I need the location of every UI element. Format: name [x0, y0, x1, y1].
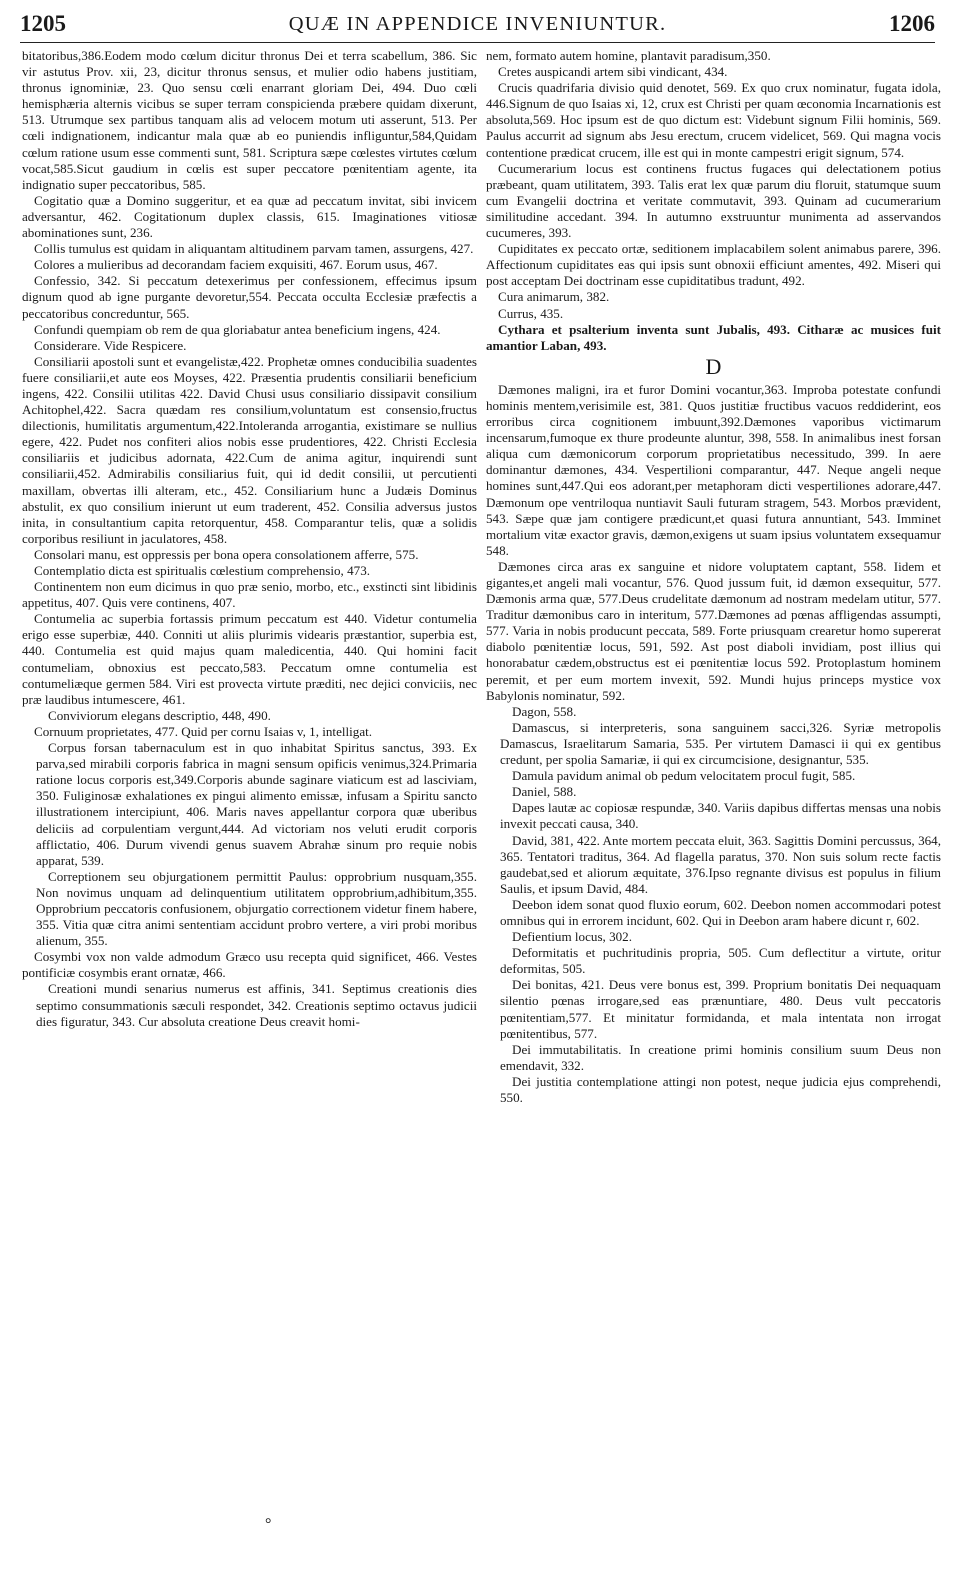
index-entry: Dei justitia contemplatione attingi non potest, neque judicia ejus comprehendi, 550.	[500, 1073, 941, 1105]
index-entry: Conviviorum elegans descriptio, 448, 490.	[48, 707, 271, 723]
index-entry: Cosymbi vox non valde admodum Græco usu recepta quid significet, 466. Vestes pontificiæ cosymbis erant ornatæ, 466.	[22, 949, 477, 981]
index-entry: Daniel, 588.	[512, 784, 577, 800]
index-entry: Cogitatio quæ a Domino suggeritur, et ea quæ ad peccatum invitat, sibi invicem adversantur, 462. Cogitationum duplex classis, 615. Imaginationes vitiosæ abominationes sunt, 236.	[22, 192, 477, 241]
running-title: QUÆ IN APPENDICE INVENIUNTUR.	[288, 12, 667, 35]
index-entry: Confundi quempiam ob rem de qua gloriabatur antea beneficium ingens, 424.	[34, 321, 441, 337]
page-number-right: 1206	[888, 11, 935, 36]
index-entry: Dæmones circa aras ex sanguine et nidore voluptatem captant, 558. Iidem et gigantes,et angeli mali vocantur, 576. Quod jussum fuit, id dæmon exsequitur, 577. Dæmonis arma quæ, 577.Deus crudelitate dæmonum ad nostram medelam utitur, 577. Traditur dæmonibus caro in interitum, 577.Dæmones ad pœnas affligendas assumpti, 577. Varia in nobis producunt peccata, 589. Forte priusquam crearetur homo supererat diabolo pœnitentiæ locus, 591, 592. Ast post diaboli invidiam, post illius qui honorabatur cædem,obstructus est ei pœnitentiæ locus 592. Protoplastum hominem peremit, et per eum mortem invexit, 592. Mundi hujus princeps mystice vox Babylonis nominatur, 592.	[486, 558, 941, 703]
index-entry: Considerare. Vide Respicere.	[34, 337, 187, 353]
index-entry: Dapes lautæ ac copiosæ respundæ, 340. Variis dapibus differtas mensas una nobis invexit peccati causa, 340.	[500, 800, 941, 832]
section-letter: D	[705, 353, 722, 379]
index-entry: Deebon idem sonat quod fluxio eorum, 602. Deebon nomen accommodari potest omnibus qui in errorem incidunt, 602. Qui in Deebon aram habere dicunt r, 602.	[500, 896, 941, 928]
index-entry: Collis tumulus est quidam in aliquantam altitudinem parvam tamen, assurgens, 427.	[34, 241, 474, 257]
index-entry: Currus, 435.	[498, 305, 564, 321]
index-entry: Correptionem seu objurgationem permittit Paulus: opprobrium nusquam,355. Non novimus unquam ad delinquentium utilitatem opprobrium,adhibitum,355. Opprobrium peccatoris confusionem, objurgatio correctionem videtur finem habere, 355. Vitia quæ citra animi sententiam accidunt probro vertere, a viri probi moribus alienum, 355.	[36, 868, 477, 949]
index-entry: Cucumerarium locus est continens fructus fugaces qui delectationem potius præbeant, quam utilitatem, 393. Talis erat lex quæ parum diu floruit, statumque suum cum Evangelii doctrina et veritate commutavit, 393. Quinam ad cucumerarium similitudine accedant. 394. In autumno exstruuntur munimenta ad asservandos cucumeres, 393.	[486, 160, 941, 241]
index-entry: Defientium locus, 302.	[512, 929, 633, 945]
index-entry: Deformitatis et puchritudinis propria, 505. Cum deflectitur a virtute, oritur deformitas, 505.	[500, 945, 941, 977]
index-entry: nem, formato autem homine, plantavit paradisum,350.	[486, 48, 771, 63]
page-number-left: 1205	[20, 11, 66, 36]
index-entry: Dæmones maligni, ira et furor Domini vocantur,363. Improba potestate confundi hominis mentem,verisimile est, 381. Quos justitiæ fructibus vacuos reddiderint, eos erroribus circa cognitionem imbuunt,392.Dæmones vaporibus victimarum incensarum,fumoque ex thure prodeunte aluntur, 398, 558. In animalibus inest forsan aliqua cum dæmonicorum corporum proprietatibus necessitudo, 399. In aere dominantur dæmones, 434. Vespertilioni comparantur, 447. Neque angeli neque homines sunt,447.Qui eos adorant,per metaphoram dicti vespertiliones adorare,447. Dæmonum ope ventriloqua nuntiavit Sauli futuram stragem, 543. Morbos prævident, 543. Sæpe quæ jam contigere prædicunt,et quasi futura annuntiant, 543. Imminet mortalium vitæ exactor gravis, dæmon,exigens ut suam ipsius voluntatem exsequamur 548.	[486, 381, 941, 558]
index-entry: Cura animarum, 382.	[498, 289, 610, 305]
page-header	[20, 6, 935, 43]
index-entry: Creationi mundi senarius numerus est affinis, 341. Septimus creationis dies septimo consummationis sæculi respondet, 342. Creationis septimo octavus judicii dies figuratur, 343. Cur absoluta creatione Deus creavit homi-	[36, 981, 477, 1029]
index-entry: David, 381, 422. Ante mortem peccata eluit, 363. Sagittis Domini percussus, 364, 365. Tentatori traditus, 364. Ad flagella paratus, 370. Non suis solum recte factis gaudebat,sed et aliorum æquitate, 376.Ipso regnante divisus est populus in filium Saulis, et ipsum David, 484.	[500, 832, 941, 896]
index-entry: Crucis quadrifaria divisio quid denotet, 569. Ex quo crux nominatur, fugata idola, 446.Signum de quo Isaias xi, 12, crux est Christi per quam œconomia Incarnationis est absoluta,569. Hoc ipsum est de quo dictum est: Videbunt signum Filii hominis, 569. Paulus accurrit ad signum abs Jesu erectum, crucem videlicet, 569. Qui magna vocis contentione prædicat crucem, ille est qui in monte campestri erigit signum, 574.	[486, 80, 941, 160]
index-entry: Confessio, 342. Si peccatum detexerimus per confessionem, effecimus ipsum dignum quod ab igne purgante devoretur,554. Peccata occulta Ecclesiæ præfectis a peccatoribus concreduntur, 565.	[22, 273, 477, 321]
index-entry: Colores a mulieribus ad decorandam faciem exquisiti, 467. Eorum usus, 467.	[34, 257, 438, 273]
text-columns	[22, 48, 941, 1575]
index-entry: Cupiditates ex peccato ortæ, seditionem implacabilem solent animabus parere, 396. Affectionum cupiditates eas qui ipsis sunt obnoxii efficiunt amentes, 492. Miseri qui post acceptam Dei doctrinam esse cupiditatibus tradunt, 492.	[486, 241, 941, 289]
index-entry: Dagon, 558.	[512, 703, 577, 719]
index-entry: Contemplatio dicta est spiritualis cœlestium comprehensio, 473.	[34, 563, 371, 578]
index-entry: Damula pavidum animal ob pedum velocitatem procul fugit, 585.	[512, 768, 856, 784]
index-entry: Damascus, si interpreteris, sona sanguinem sacci,326. Syriæ metropolis Damascus, Israelitarum Samaria, 535. Per virtutem Damasci ii qui ex gentibus credunt, per spolia Samariæ, ii qui ex circumcisione, designantur, 535.	[500, 719, 941, 768]
index-entry: Dei bonitas, 421. Deus vere bonus est, 399. Proprium bonitatis Dei nequaquam silentio pœnas irrogare,sed eas prænuntiare, 480. Deus vult peccatoris pœnitentiam,577. Et minitatur formidanda, et mala intentata non irrogat pœnitentibus, 577.	[500, 977, 941, 1041]
index-entry: bitatoribus,386.Eodem modo cœlum dicitur thronus Dei et terra scabellum, 386. Sic vir astutus Prov. xii, 23, dicitur thronus sensus, et mulier odio habens justitiam, thronus ignominiæ, 23. Quo sensu cœli enarrant gloriam Dei, 494. Duo cœli hemisphæria alternis vicibus se super terram conspicienda præbere quidam dixerunt, 513. Utrumque sex partibus tanquam alis ad velocem motum uti asserunt, 513. Per cœli indignationem, indicantur mala quæ ab eo puniendis infliguntur,584,Quidam cœlum ratione usum esse commenti sunt, 581. Scriptura sæpe cœlestes virtutes cœlum vocat,585.Sicut gaudium in cœlis est super peccatore pœnitentiam agente, ita indignatio super peccatoribus, 585.	[22, 48, 477, 192]
index-entry: Dei immutabilitatis. In creatione primi hominis consilium suum Deus non emendavit, 332.	[500, 1041, 941, 1073]
right-column	[486, 48, 941, 1575]
index-entry: Contumelia ac superbia fortassis primum peccatum est 440. Videtur contumelia erigo esse superbiæ, 440. Conniti ut aliis plurimis videaris præstantior, superbia est, 440. Contumelia est quid majus quam maledicentia, 440. Qui homini facit contumeliam, obnoxius est peccato,583. Peccatum omne contumelia est contumeliæque germen 584. Viri est provecta virtute præditi, nec dejici conviciis, nec præ laudibus intumescere, 461.	[22, 611, 477, 707]
index-entry: Cretes auspicandi artem sibi vindicant, 434.	[498, 64, 728, 80]
left-column	[22, 48, 477, 1575]
index-entry: Corpus forsan tabernaculum est in quo inhabitat Spiritus sanctus, 393. Ex parva,sed mirabili corporis fabrica in magni sensum opificis venimus,324.Primaria ratione locus corporis est,349.Corporis abunde saginare viaticum est ad lasciviam, 350. Fuliginosæ exhalationes ex pingui alimento emissæ, infusam a Spiritu sancto illustrationem intercipiunt, 406. Maris naves appellantur corpora quæ uberibus deliciis ad corpulentiam vergunt,444. Ad victoriam nos veluti erudit corporis afflictatio, 406. Durum vivendi genus suavem Abrahæ sinum pro requie nobis apparat, 539.	[36, 740, 477, 868]
index-entry: Continentem non eum dicimus in quo præ senio, morbo, etc., exstincti sint libidinis appetitus, 407. Quis vere continens, 407.	[22, 579, 477, 611]
index-entry: Consolari manu, est oppressis per bona opera consolationem afferre, 575.	[34, 546, 419, 562]
index-entry: Consiliarii apostoli sunt et evangelistæ,422. Prophetæ omnes conducibilia suadentes fuere consiliarii,et aute eos Moyses, 422. Præsentia prudentis consiliarii beneficium ingens, 422. Consilii utilitas 422. David Chusi usus consiliario dissipavit consilium Achitophel,422. Sacra quædam res consilium,voluntatum est consensio,fructus dilectionis, humilitatis argumentum,422.Intoleranda arrogantia, existimare se nullius egere, 422. Pudet nos confiteri alios nobis esse prudentiores, 422. Christi Ecclesia consiliariis et judicibus adornata, 422.Cum de anima agitur, inquirendi sunt consiliarii,452. Admirabilis consiliarius fuit, qui id dedit consilii, ut percutienti maxillam, obvertas illi alteram, etc., 452. Consiliarium hunc a Judæis Dominus abstulit, ex quo consilium inierunt ut eum traderent, 452. Consilia adversus justos inita, in consultantium capita retorquentur, 458. Comparantur telis, quæ a solidis corporibus resiliunt in jaculatores, 458.	[22, 353, 477, 546]
index-entry: Cythara et psalterium inventa sunt Jubalis, 493. Citharæ ac musices fuit amantior Laban, 493.	[486, 321, 941, 353]
index-entry: Cornuum proprietates, 477. Quid per cornu Isaias v, 1, intelligat.	[34, 723, 373, 739]
footer-mark: °	[265, 1516, 272, 1533]
